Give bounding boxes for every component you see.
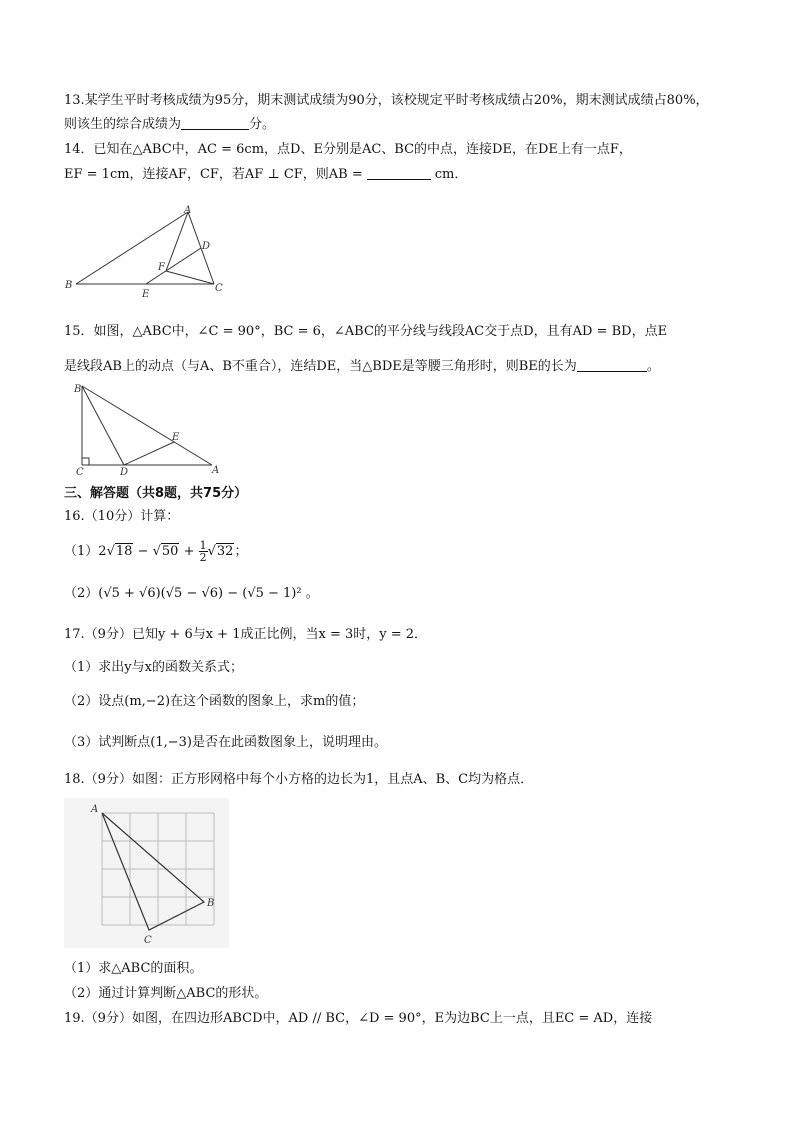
q15-line2-post: 。 (646, 359, 660, 374)
q16-part1: （1）2√18 − √50 + $\frac{1}{2}$ √32； (64, 539, 248, 564)
q14-line1: 14．已知在△ABC中，AC = 6cm，点D、E分别是AC、BC的中点，连接DE，在DE上有一点F， (64, 142, 632, 157)
q16-p1-fraction (199, 540, 208, 563)
q14-segment-fc (166, 271, 214, 284)
q15-line2-pre: 是线段AB上的动点（与A、B不重合），连结DE，当△BDE是等腰三角形时，则BE的长为 (64, 359, 577, 374)
q13-answer-blank[interactable] (181, 117, 249, 130)
q16-p1-radicand-50: 50 (161, 544, 179, 559)
q14-line2 (64, 166, 467, 184)
q14-segment-af (166, 212, 188, 271)
q18-part2: （2）通过计算判断△ABC的形状。 (64, 986, 268, 1001)
q15-segment-bd (82, 386, 124, 465)
q13-line2-post: 分。 (249, 117, 276, 132)
q18-label-c: C (144, 935, 152, 946)
q17-stem: 17.（9分）已知y + 6与x + 1成正比例，当x = 3时，y = 2． (64, 627, 428, 642)
q15-line2 (64, 358, 660, 376)
q16-p1-radicand-18: 18 (115, 544, 133, 559)
q15-right-angle-mark (82, 458, 89, 465)
q16-p1-frac-den: 2 (199, 551, 207, 564)
q14-answer-blank[interactable] (367, 167, 431, 180)
q15-label-e: E (172, 432, 180, 443)
q17-part2: （2）设点(m,−2)在这个函数的图象上，求m的值； (64, 694, 365, 709)
q14-label-a: A (184, 205, 192, 216)
q15-segment-ba (82, 386, 212, 465)
q16-p1-plus: + (183, 544, 195, 559)
section3-heading: 三、解答题（共8题，共75分） (64, 486, 248, 501)
q16-stem: 16.（10分）计算： (64, 509, 180, 524)
q16-p1-end: ； (234, 544, 248, 559)
q17-part3: （3）试判断点(1,−3)是否在此函数图象上，说明理由。 (64, 735, 387, 750)
q14-line2-post: cm． (434, 167, 468, 182)
q14-label-d: D (202, 241, 211, 252)
q13-line2 (64, 116, 275, 134)
q18-label-b: B (207, 898, 215, 909)
q15-segment-de (124, 442, 174, 465)
q16-p1-radicand-32: 32 (216, 544, 234, 559)
q14-label-f: F (158, 262, 165, 273)
q15-label-b: B (74, 384, 82, 395)
q14-figure (62, 205, 232, 300)
q13-line1: 13.某学生平时考核成绩为95分，期末测试成绩为90分，该校规定平时考核成绩占20%，期末测试成绩占80%， (64, 93, 709, 108)
q16-p1-coef: 2 (98, 544, 107, 559)
q15-figure (70, 380, 225, 476)
q14-label-e: E (142, 289, 150, 300)
q16-p1-frac-num: 1 (199, 539, 207, 552)
q19-line1: 19.（9分）如图，在四边形ABCD中，AD // BC，∠D = 90°，E为边BC上一点，且EC = AD，连接 (64, 1011, 653, 1026)
q15-label-a: A (212, 465, 220, 476)
q15-label-d: D (120, 467, 129, 476)
q15-line1: 15．如图，△ABC中，∠C = 90°，BC = 6，∠ABC的平分线与线段AC交于点D，且有AD = BD，点E (64, 324, 668, 339)
q14-label-c: C (215, 283, 223, 294)
q16-part1-label: （1） (64, 544, 99, 559)
q17-part1: （1）求出y与x的函数关系式； (64, 660, 243, 675)
q16-part2: （2）(√5 + √6)(√5 − √6) − (√5 − 1)² 。 (64, 586, 319, 601)
q15-answer-blank[interactable] (577, 359, 647, 372)
q18-grid-figure (64, 798, 229, 948)
q16-p1-minus: − (137, 544, 149, 559)
q14-line2-pre: EF = 1cm，连接AF，CF，若AF ⊥ CF，则AB = (64, 167, 363, 182)
q13-line2-pre: 则该生的综合成绩为 (64, 117, 182, 132)
q18-stem: 18.（9分）如图：正方形网格中每个小方格的边长为1，且点A、B、C均为格点． (64, 772, 534, 787)
q15-label-c: C (76, 467, 84, 476)
q14-label-b: B (65, 280, 73, 291)
q18-part1: （1）求△ABC的面积。 (64, 961, 203, 976)
q18-label-a: A (91, 804, 99, 815)
q14-segment-ab (76, 212, 188, 284)
